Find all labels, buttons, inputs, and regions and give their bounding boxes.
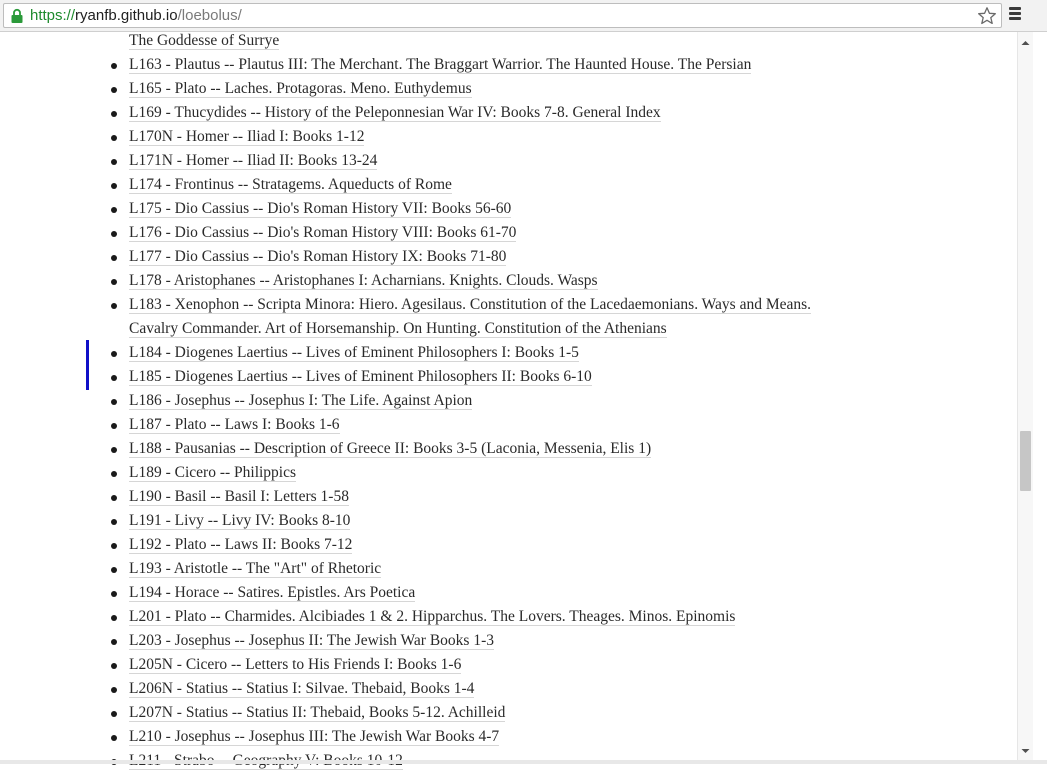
chevron-down-icon[interactable]: [1018, 744, 1033, 758]
bullet-icon: [111, 711, 117, 717]
list-item: [0, 29, 1017, 53]
hamburger-menu-icon[interactable]: [1009, 7, 1023, 23]
url-path: /loebolus/: [177, 7, 242, 24]
url-host: ryanfb.github.io: [75, 7, 178, 24]
list-item: [0, 365, 1017, 389]
bullet-icon: [111, 519, 117, 525]
book-link[interactable]: L178 - Aristophanes -- Aristophanes I: Acharnians. Knights. Clouds. Wasps: [129, 272, 598, 289]
list-item: [0, 653, 1017, 677]
list-item: [0, 485, 1017, 509]
book-link[interactable]: L206N - Statius -- Statius I: Silvae. Thebaid, Books 1-4: [129, 680, 475, 697]
bullet-icon: [111, 207, 117, 213]
book-link[interactable]: L205N - Cicero -- Letters to His Friends I: Books 1-6: [129, 656, 462, 673]
list-item: [0, 701, 1017, 725]
list-item: [0, 629, 1017, 653]
list-item: [0, 125, 1017, 149]
book-link[interactable]: The Goddesse of Surrye: [129, 32, 280, 49]
book-link[interactable]: L207N - Statius -- Statius II: Thebaid, Books 5-12. Achilleid: [129, 704, 506, 721]
bullet-icon: [111, 183, 117, 189]
book-link[interactable]: L175 - Dio Cassius -- Dio's Roman History VII: Books 56-60: [129, 200, 512, 217]
vertical-scrollbar[interactable]: [1017, 32, 1033, 760]
book-link[interactable]: L169 - Thucydides -- History of the Peleponnesian War IV: Books 7-8. General Index: [129, 104, 661, 121]
book-link[interactable]: L192 - Plato -- Laws II: Books 7-12: [129, 536, 353, 553]
book-link[interactable]: L185 - Diogenes Laertius -- Lives of Eminent Philosophers II: Books 6-10: [129, 368, 592, 385]
list-item: [0, 221, 1017, 245]
list-item: [0, 197, 1017, 221]
book-link[interactable]: L188 - Pausanias -- Description of Greece II: Books 3-5 (Laconia, Messenia, Elis 1): [129, 440, 652, 457]
book-link[interactable]: L201 - Plato -- Charmides. Alcibiades 1 & 2. Hipparchus. The Lovers. Theages. Minos. Epinomis: [129, 608, 736, 625]
book-link[interactable]: L171N - Homer -- Iliad II: Books 13-24: [129, 152, 378, 169]
book-list: [0, 29, 1017, 773]
book-link[interactable]: L176 - Dio Cassius -- Dio's Roman History VIII: Books 61-70: [129, 224, 517, 241]
book-link[interactable]: L193 - Aristotle -- The "Art" of Rhetoric: [129, 560, 382, 577]
address-bar[interactable]: [3, 3, 1002, 28]
bullet-icon: [111, 543, 117, 549]
book-link[interactable]: L190 - Basil -- Basil I: Letters 1-58: [129, 488, 349, 505]
book-link[interactable]: L203 - Josephus -- Josephus II: The Jewish War Books 1-3: [129, 632, 494, 649]
list-item: [0, 389, 1017, 413]
list-item: [0, 557, 1017, 581]
list-item: [0, 245, 1017, 269]
list-item: [0, 413, 1017, 437]
book-link[interactable]: L163 - Plautus -- Plautus III: The Merchant. The Braggart Warrior. The Haunted House. The Persian: [129, 56, 752, 73]
book-link[interactable]: L183 - Xenophon -- Scripta Minora: Hiero. Agesilaus. Constitution of the Lacedaemonians. Ways and Means. Cavalry Commander. Art of Horsemanship. On Hunting. Constitution of the Athenians: [129, 296, 812, 337]
bullet-icon: [111, 423, 117, 429]
bullet-icon: [111, 303, 117, 309]
bookmark-star-icon[interactable]: [977, 6, 997, 26]
bullet-icon: [111, 495, 117, 501]
bullet-icon: [111, 231, 117, 237]
browser-toolbar: [0, 0, 1047, 32]
list-item: [0, 53, 1017, 77]
bullet-icon: [111, 615, 117, 621]
book-link[interactable]: L186 - Josephus -- Josephus I: The Life. Against Apion: [129, 392, 473, 409]
list-item: [0, 101, 1017, 125]
list-item: [0, 581, 1017, 605]
book-link[interactable]: L174 - Frontinus -- Stratagems. Aqueducts of Rome: [129, 176, 452, 193]
bullet-icon: [111, 87, 117, 93]
horizontal-scroll-track: [0, 760, 1047, 764]
bullet-icon: [111, 255, 117, 261]
scrollbar-thumb[interactable]: [1020, 431, 1031, 491]
bullet-icon: [111, 567, 117, 573]
list-item: [0, 173, 1017, 197]
bullet-icon: [111, 591, 117, 597]
chevron-up-icon[interactable]: [1018, 36, 1033, 50]
list-item: [0, 77, 1017, 101]
window-edge: [1033, 32, 1047, 760]
bullet-icon: [111, 639, 117, 645]
bullet-icon: [111, 135, 117, 141]
book-link[interactable]: L177 - Dio Cassius -- Dio's Roman History IX: Books 71-80: [129, 248, 507, 265]
bullet-icon: [111, 735, 117, 741]
book-link[interactable]: L191 - Livy -- Livy IV: Books 8-10: [129, 512, 351, 529]
bullet-icon: [111, 279, 117, 285]
bullet-icon: [111, 375, 117, 381]
list-item: [0, 341, 1017, 365]
bullet-icon: [111, 687, 117, 693]
list-item: [0, 725, 1017, 749]
page-content: [0, 32, 1017, 760]
list-item: [0, 605, 1017, 629]
list-item: [0, 293, 1017, 341]
bullet-icon: [111, 111, 117, 117]
list-item: [0, 509, 1017, 533]
book-link[interactable]: L170N - Homer -- Iliad I: Books 1-12: [129, 128, 365, 145]
bullet-icon: [111, 447, 117, 453]
list-item: [0, 437, 1017, 461]
bullet-icon: [111, 471, 117, 477]
bullet-icon: [111, 159, 117, 165]
bullet-icon: [111, 663, 117, 669]
book-link[interactable]: L194 - Horace -- Satires. Epistles. Ars Poetica: [129, 584, 416, 601]
list-item: [0, 461, 1017, 485]
lock-icon: [10, 8, 24, 24]
book-link[interactable]: L165 - Plato -- Laches. Protagoras. Meno. Euthydemus: [129, 80, 472, 97]
book-link[interactable]: L189 - Cicero -- Philippics: [129, 464, 297, 481]
address-url[interactable]: [30, 7, 242, 25]
url-scheme: https://: [30, 7, 76, 24]
list-item: [0, 533, 1017, 557]
book-link[interactable]: L187 - Plato -- Laws I: Books 1-6: [129, 416, 340, 433]
bullet-icon: [111, 399, 117, 405]
list-item: [0, 269, 1017, 293]
bullet-icon: [111, 351, 117, 357]
book-link[interactable]: L210 - Josephus -- Josephus III: The Jewish War Books 4-7: [129, 728, 500, 745]
bullet-icon: [111, 63, 117, 69]
book-link[interactable]: L184 - Diogenes Laertius -- Lives of Eminent Philosophers I: Books 1-5: [129, 344, 579, 361]
list-item: [0, 677, 1017, 701]
list-item: [0, 149, 1017, 173]
